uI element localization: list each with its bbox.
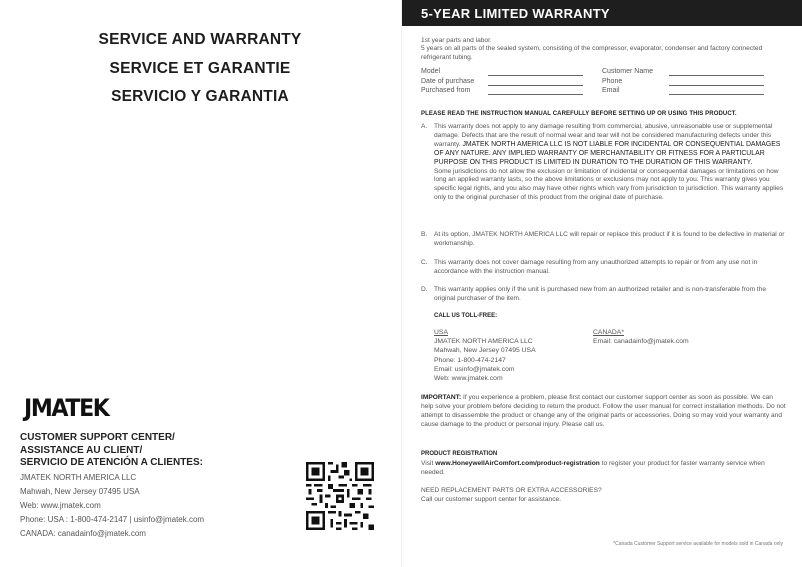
parts-instruction: Call our customer support center for assistance. (421, 496, 561, 503)
important-notice (421, 393, 786, 429)
left-panel (0, 0, 400, 567)
fill-line[interactable] (669, 85, 764, 86)
purchased-from-field[interactable] (421, 87, 601, 96)
registration-link[interactable]: www.HoneywellAirComfort.com/product-registration (435, 460, 600, 468)
important-text: If you experience a problem, please first contact our customer support center as soon as possible. We can help solve your problem before deciding to return the product. Follow the user manual for correct installation methods. Do not attempt to disassemble the product or change any of the original parts or accessories. Doing so may void your warranty and cause damage to the product or personal injury. Please call us. (421, 394, 786, 429)
fill-line[interactable] (669, 75, 764, 76)
usa-company: JMATEK NORTH AMERICA LLC (434, 338, 533, 346)
registration-post: to register your product for faster warranty service when needed. (421, 460, 765, 477)
phone-field[interactable] (602, 78, 782, 87)
clause-a-liability: JMATEK NORTH AMERICA LLC IS NOT LIABLE FOR INCIDENTAL OR CONSEQUENTIAL DAMAGES OF ANY NATURE. ANY IMPLIED WARRANTY OF MERCHANTABILITY OR FITNESS FOR A PARTICULAR PURPOSE ON THIS PRODUCT IS LIMITED IN DURATION TO THE DURATION OF THIS WARRANTY. (434, 140, 781, 166)
field-label: Model (421, 68, 441, 75)
clause-d (421, 286, 786, 304)
support-heading-es: SERVICIO DE ATENCIÓN A CLIENTES: (20, 457, 203, 468)
customer-support-block (20, 432, 280, 541)
canada-contact (593, 328, 773, 346)
replacement-parts (421, 486, 786, 504)
product-registration (421, 450, 786, 477)
clause-a-text: This warranty does not apply to any damage resulting from commercial, abusive, unreasonable use or supplemental damage. Defects that are the result of normal wear and tear will not be considered manufacturing defects under this warranty. (434, 123, 773, 148)
date-of-purchase-field[interactable] (421, 78, 601, 87)
banner-title: 5-YEAR LIMITED WARRANTY (421, 6, 610, 21)
clause-letter: C. (421, 259, 428, 266)
intro-line-1: 1st year parts and labor. (421, 37, 492, 44)
clause-b-text: At its option, JMATEK NORTH AMERICA LLC will repair or replace this product if it is found to be defective in material or workmanship. (434, 231, 785, 247)
canada-footnote: *Canada Customer Support service available for models sold in Canada only (613, 541, 783, 547)
fill-line[interactable] (488, 75, 583, 76)
canada-email[interactable]: Email: canadainfo@jmatek.com (593, 338, 689, 346)
call-toll-free-heading: CALL US TOLL-FREE: (434, 313, 498, 319)
field-label: Customer Name (602, 68, 653, 75)
clause-d-text: This warranty applies only if the unit is purchased new from an authorized retailer and is non-transferable from the original purchaser of the item. (434, 286, 767, 302)
usa-contact (434, 328, 584, 383)
fill-line[interactable] (669, 94, 764, 95)
support-address: Mahwah, New Jersey 07495 USA (20, 486, 140, 496)
registration-pre: Visit (421, 460, 434, 468)
qr-code (306, 462, 374, 530)
usa-email[interactable]: Email: usinfo@jmatek.com (434, 365, 515, 373)
support-company: JMATEK NORTH AMERICA LLC (20, 472, 137, 482)
fill-line[interactable] (488, 94, 583, 95)
title-fr: SERVICE ET GARANTIE (109, 59, 291, 77)
model-field[interactable] (421, 68, 601, 77)
parts-question: NEED REPLACEMENT PARTS OR EXTRA ACCESSORIES? (421, 487, 602, 494)
title-es: SERVICIO Y GARANTIA (111, 88, 289, 105)
jmatek-logo: JMATEK (24, 394, 109, 422)
usa-phone[interactable]: Phone: 1-800-474-2147 (434, 356, 506, 364)
warranty-intro (421, 37, 786, 62)
read-manual-warning: PLEASE READ THE INSTRUCTION MANUAL CAREFULLY BEFORE SETTING UP OR USING THIS PRODUCT. (421, 111, 737, 117)
usa-address: Mahwah, New Jersey 07495 USA (434, 347, 536, 355)
usa-label: USA (434, 329, 448, 336)
field-label: Purchased from (421, 87, 471, 94)
support-heading-fr: ASSISTANCE AU CLIENT/ (20, 444, 143, 456)
email-field[interactable] (602, 87, 782, 96)
canada-label: CANADA* (593, 329, 624, 336)
fill-line[interactable] (488, 85, 583, 86)
usa-web[interactable]: Web: www.jmatek.com (434, 375, 503, 383)
field-label: Email (602, 87, 620, 94)
title-block (0, 26, 400, 112)
support-heading-en: CUSTOMER SUPPORT CENTER/ (20, 432, 175, 443)
title-en: SERVICE AND WARRANTY (98, 31, 302, 48)
registration-heading: PRODUCT REGISTRATION (421, 451, 498, 457)
support-canada[interactable]: CANADA: canadainfo@jmatek.com (20, 529, 146, 539)
customer-name-field[interactable] (602, 68, 782, 77)
clause-letter: B. (421, 231, 428, 238)
clause-c (421, 259, 786, 277)
support-phone-usa[interactable]: Phone: USA : 1-800-474-2147 | usinfo@jmatek.com (20, 515, 205, 525)
clause-letter: D. (421, 286, 428, 293)
clause-letter: A. (421, 123, 428, 130)
support-web[interactable]: Web: www.jmatek.com (20, 500, 101, 510)
field-label: Phone (602, 77, 623, 85)
field-label: Date of purchase (421, 77, 475, 85)
clause-a (421, 123, 786, 203)
intro-line-2: 5 years on all parts of the sealed system, consisting of the compressor, evaporator, condenser and factory connected refrigerant tubing. (421, 45, 763, 61)
clause-a-jurisdiction: Some jurisdictions do not allow the exclusion or limitation of incidental or consequential damages or limitations on how long an applied warranty lasts, so the above limitations or exclusions may not apply to you. This warranty gives you specific legal rights, and you also may have other rights which vary from jurisdiction to jurisdiction. This warranty applies only to the original purchaser of this product from the original date of purchase. (434, 167, 784, 202)
clause-c-text: This warranty does not cover damage resulting from any unauthorized attempts to repair or from any use not in accordance with the instruction manual. (434, 259, 758, 275)
important-label: IMPORTANT: (421, 394, 462, 401)
right-panel (401, 0, 802, 567)
warranty-banner (402, 0, 802, 26)
clause-b (421, 231, 786, 249)
